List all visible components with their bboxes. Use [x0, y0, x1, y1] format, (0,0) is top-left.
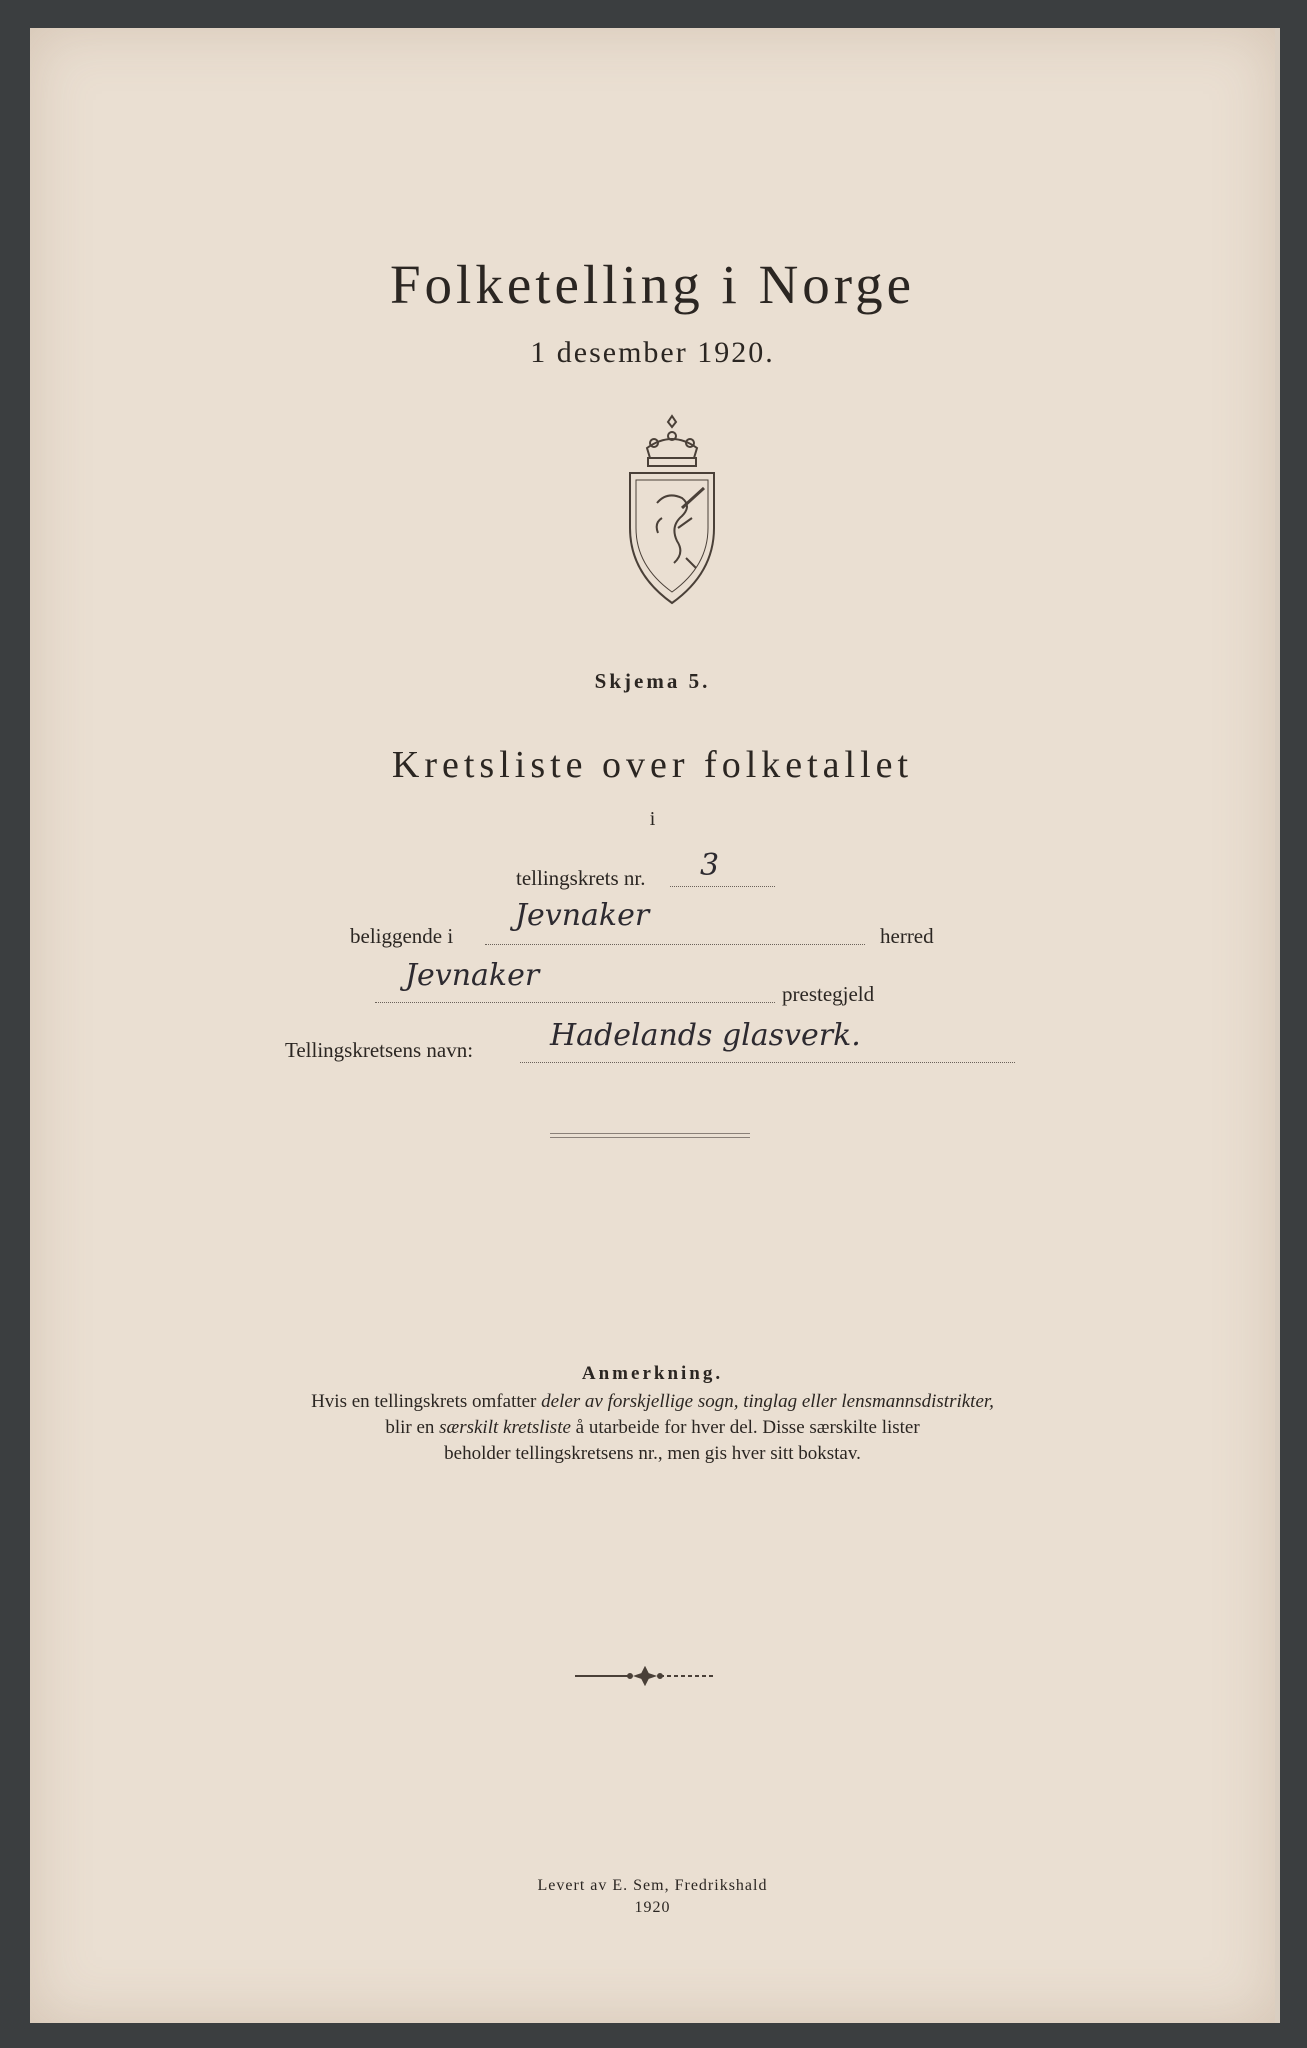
printer-credit: Levert av E. Sem, Fredrikshald: [537, 1877, 768, 1894]
beliggende-label: beliggende i: [350, 924, 454, 948]
printer-year: 1920: [634, 1899, 671, 1916]
herred-label: herred: [880, 924, 934, 948]
krets-label: tellingskrets nr.: [516, 866, 646, 890]
note-line-3: beholder tellingskretsens nr., men gis hver sitt bokstav.: [444, 1443, 861, 1464]
norway-coat-of-arms-icon: [612, 408, 732, 608]
note-emphasis: særskilt kretsliste: [439, 1417, 571, 1438]
navn-field: Hadelands glasverk.: [520, 1018, 1015, 1063]
note-emphasis: deler av forskjellige sogn, tinglag eller lensmannsdistrikter,: [541, 1391, 994, 1412]
note-line-2: [30, 1417, 1275, 1439]
ornament-divider-icon: [570, 1666, 720, 1686]
note-text: blir en: [385, 1417, 440, 1438]
page-edge: [1275, 28, 1280, 2023]
herred-field: Jevnaker: [485, 898, 865, 945]
prestegjeld-field: Jevnaker: [375, 958, 775, 1003]
page-title: Folketelling i Norge: [389, 254, 916, 315]
census-form-page: [30, 28, 1275, 2023]
note-line-1: [30, 1391, 1275, 1413]
note-text: Hvis en tellingskrets omfatter: [311, 1391, 542, 1412]
connector-word: i: [649, 808, 656, 830]
krets-number-field: 3: [670, 848, 775, 887]
prestegjeld-label: prestegjeld: [782, 982, 875, 1006]
note-text: å utarbeide for hver del. Disse særskilte lister: [570, 1417, 920, 1438]
navn-label: Tellingskretsens navn:: [285, 1038, 474, 1062]
form-heading: Kretsliste over folketallet: [391, 744, 914, 786]
note-heading: Anmerkning.: [581, 1363, 724, 1384]
schema-number: Skjema 5.: [594, 669, 711, 693]
census-date: 1 desember 1920.: [530, 336, 775, 369]
divider-rule: [550, 1133, 750, 1138]
